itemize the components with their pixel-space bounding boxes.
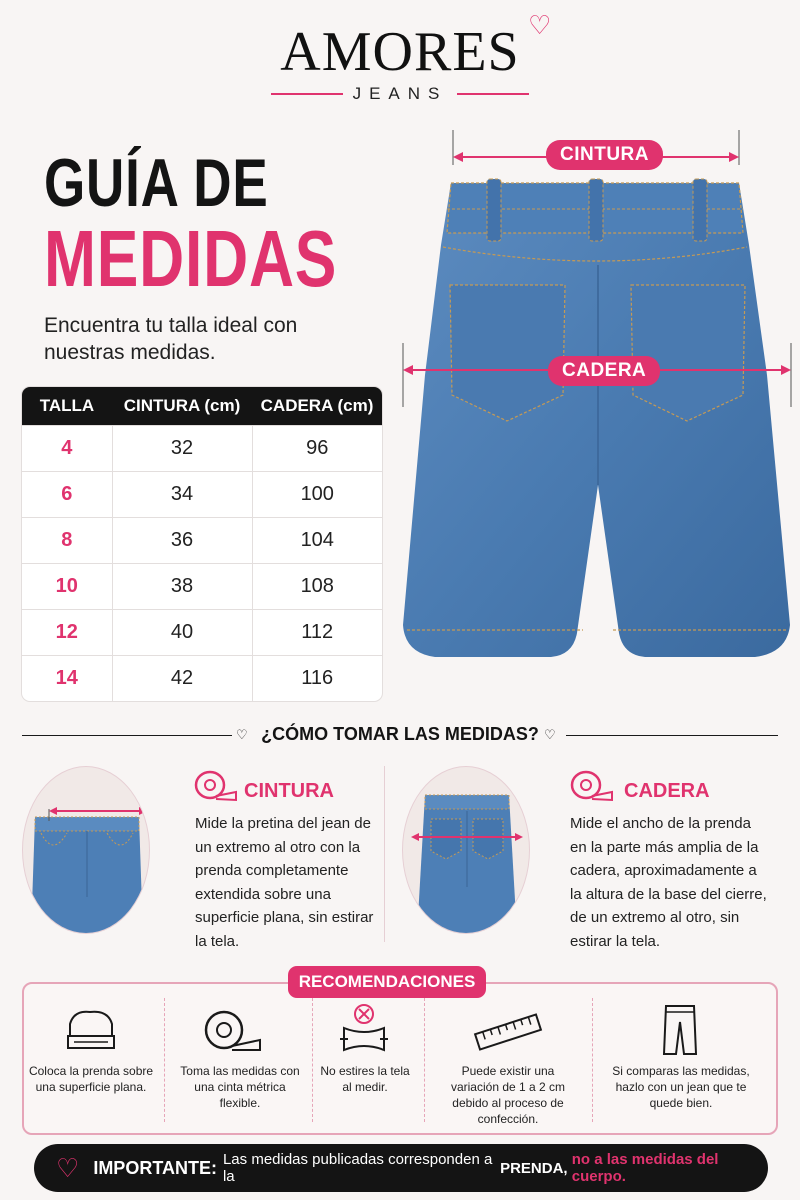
- important-text: Las medidas publicadas corresponden a la: [222, 1151, 493, 1185]
- divider: [457, 93, 529, 95]
- divider: [312, 998, 313, 1122]
- recommendations-title: RECOMENDACIONES: [288, 966, 486, 998]
- hip-cell: 96: [252, 425, 382, 471]
- brand-sub: JEANS: [352, 84, 448, 103]
- table-header: TALLA: [22, 387, 112, 425]
- howto-title: ¿CÓMO TOMAR LAS MEDIDAS?: [261, 724, 539, 744]
- back-pocket-right: [631, 285, 745, 421]
- table-header: CINTURA (cm): [112, 387, 252, 425]
- waist-heading: CINTURA: [244, 780, 334, 802]
- heart-icon: ♡: [544, 727, 556, 742]
- hip-heading: CADERA: [624, 780, 710, 802]
- important-label: IMPORTANTE:: [93, 1157, 217, 1178]
- page-title-line1: GUÍA DE: [44, 145, 269, 221]
- heart-icon: ♡: [236, 727, 248, 742]
- size-table: [22, 387, 382, 701]
- heart-icon: ♡: [56, 1152, 80, 1183]
- table-header-row: [22, 387, 382, 425]
- waist-instructions: Mide la pretina del jean de un extremo al otro con la prenda completamente extendida sobre una superficie plana, sin estirar la tela.: [195, 815, 374, 950]
- folded-clothes-icon: [64, 1006, 118, 1054]
- table-row: [22, 517, 382, 563]
- divider: [384, 766, 385, 942]
- tape-measure-icon: [194, 768, 238, 802]
- hip-label-pill: CADERA: [548, 356, 660, 386]
- size-cell: 4: [22, 425, 112, 471]
- hip-cell: 100: [252, 471, 382, 517]
- shorts-body: [403, 183, 790, 657]
- intro-text: Encuentra tu talla ideal con nuestras medidas.: [44, 314, 298, 364]
- waist-photo-circle: [22, 766, 150, 934]
- page-title-line2: MEDIDAS: [44, 214, 338, 303]
- important-banner: [34, 1144, 768, 1192]
- size-cell: 10: [22, 563, 112, 609]
- hip-instructions: Mide el ancho de la prenda en la parte más amplia de la cadera, aproximadamente a la altura de la base del cierre, de un extremo al otro, sin estirar la tela.: [570, 815, 767, 950]
- divider: [424, 998, 425, 1122]
- table-row: [22, 471, 382, 517]
- jeans-front-image: [23, 767, 150, 934]
- tape-measure-icon: [570, 768, 614, 802]
- size-cell: 8: [22, 517, 112, 563]
- size-cell: 12: [22, 609, 112, 655]
- reco-text: No estires la tela al medir.: [320, 1064, 410, 1094]
- divider: [164, 998, 165, 1122]
- jeans-icon: [662, 1002, 698, 1056]
- waist-label-pill: CINTURA: [546, 140, 663, 170]
- brand-logo: [0, 22, 800, 104]
- reco-text: Si comparas las medidas, hazlo con un jean que te quede bien.: [612, 1064, 750, 1110]
- divider: [271, 93, 343, 95]
- brand-sub-row: [0, 84, 800, 104]
- important-strong: PRENDA,: [500, 1159, 568, 1177]
- table-row: [22, 563, 382, 609]
- table-header: CADERA (cm): [252, 387, 382, 425]
- table-row: [22, 425, 382, 471]
- back-pocket-left: [450, 285, 565, 421]
- size-cell: 14: [22, 655, 112, 701]
- no-stretch-icon: [338, 1002, 390, 1056]
- reco-text: Puede existir una variación de 1 a 2 cm debido al proceso de confección.: [450, 1064, 566, 1126]
- waist-cell: 32: [112, 425, 252, 471]
- hip-cell: 108: [252, 563, 382, 609]
- waist-cell: 40: [112, 609, 252, 655]
- table-row: [22, 609, 382, 655]
- hip-cell: 104: [252, 517, 382, 563]
- reco-text: Toma las medidas con una cinta métrica flexible.: [180, 1064, 300, 1110]
- hip-cell: 116: [252, 655, 382, 701]
- waist-cell: 34: [112, 471, 252, 517]
- waist-cell: 38: [112, 563, 252, 609]
- brand-name: AMORES: [280, 21, 520, 83]
- tape-measure-icon: [202, 1008, 264, 1052]
- jeans-back-image: [403, 767, 530, 934]
- hip-photo-circle: [402, 766, 530, 934]
- waist-cell: 36: [112, 517, 252, 563]
- jeans-shorts-diagram: [395, 125, 800, 675]
- heart-icon: ♡: [528, 10, 552, 40]
- important-pink: no a las medidas del cuerpo.: [571, 1151, 719, 1185]
- size-cell: 6: [22, 471, 112, 517]
- ruler-icon: [472, 1010, 544, 1054]
- table-row: [22, 655, 382, 701]
- hip-cell: 112: [252, 609, 382, 655]
- waist-cell: 42: [112, 655, 252, 701]
- divider: [592, 998, 593, 1122]
- reco-text: Coloca la prenda sobre una superficie plana.: [28, 1064, 154, 1094]
